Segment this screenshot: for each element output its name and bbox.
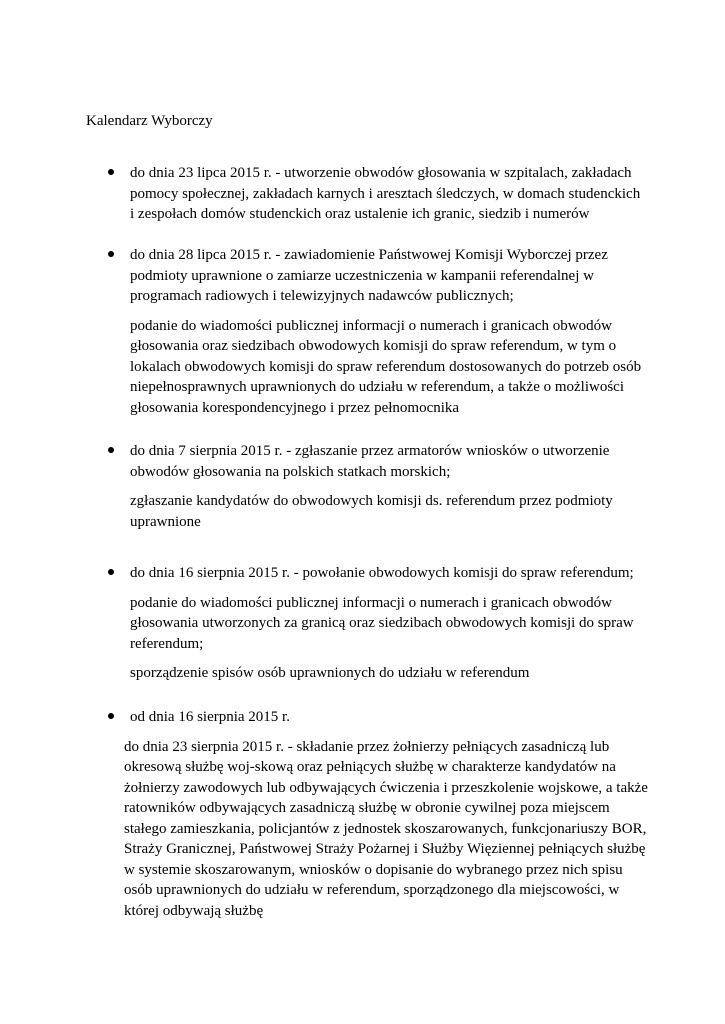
bullet-icon: [108, 251, 114, 257]
item-text: do dnia 23 lipca 2015 r. - utworzenie obwodów głosowania w szpitalach, zakładach pomocy społecznej, zakładach karnych i aresztach śledczych, w domach studenckich i zespołach domów studenckich oraz ustalenie ich granic, siedzib i numerów: [130, 165, 641, 222]
item-subtext: podanie do wiadomości publicznej informacji o numerach i granicach obwodów głosowania utworzonych za granicą oraz siedzibach obwodowych komisji do spraw referendum;: [130, 594, 634, 652]
calendar-item-3: [108, 441, 648, 541]
calendar-item-4: [108, 563, 648, 693]
calendar-item-5: [108, 707, 648, 930]
calendar-item-1: [108, 163, 648, 234]
document-title: Kalendarz Wyborczy: [86, 113, 213, 129]
item-text: do dnia 7 sierpnia 2015 r. - zgłaszanie przez armatorów wniosków o utworzenie obwodów głosowania na polskich statkach morskich;: [130, 443, 610, 480]
bullet-icon: [108, 713, 114, 719]
bullet-icon: [108, 169, 114, 175]
bullet-icon: [108, 447, 114, 453]
bullet-icon: [108, 569, 114, 575]
calendar-item-2: [108, 245, 648, 427]
item-subtext: do dnia 23 sierpnia 2015 r. - składanie przez żołnierzy pełniących zasadniczą lub okresową służbę woj-skową oraz pełniących służbę w charakterze kandydatów na żołnierzy zawodowych lub odbywających ćwiczenia i przeszkolenie wojskowe, a także ratowników odbywających zasadniczą służbę w obronie cywilnej poza miejscem stałego zamieszkania, policjantów z jednostek skoszarowanych, funkcjonariuszy BOR, Straży Granicznej, Państwowej Straży Pożarnej i Służby Więziennej pełniących służbę w systemie skoszarowanym, wniosków o dopisanie do wybranego przez nich spisu osób uprawnionych do udziału w referendum, sporządzonego dla miejscowości, w której odbywają służbę: [124, 738, 648, 919]
item-text: do dnia 16 sierpnia 2015 r. - powołanie obwodowych komisji do spraw referendum;: [130, 565, 634, 581]
item-text: do dnia 28 lipca 2015 r. - zawiadomienie Państwowej Komisji Wyborczej przez podmioty uprawnione o zamiarze uczestniczenia w kampanii referendalnej w programach radiowych i telewizyjnych nadawców publicznych;: [130, 247, 608, 304]
item-subtext: podanie do wiadomości publicznej informacji o numerach i granicach obwodów głosowania oraz siedzibach obwodowych komisji do spraw referendum, w tym o lokalach obwodowych komisji do spraw referendum dostosowanych do potrzeb osób niepełnosprawnych uprawnionych do udziału w referendum, a także o możliwości głosowania korespondencyjnego i przez pełnomocnika: [130, 317, 642, 416]
item-subtext: zgłaszanie kandydatów do obwodowych komisji ds. referendum przez podmioty uprawnione: [130, 493, 613, 530]
item-subtext: sporządzenie spisów osób uprawnionych do udziału w referendum: [130, 665, 530, 681]
item-text: od dnia 16 sierpnia 2015 r.: [130, 709, 290, 725]
